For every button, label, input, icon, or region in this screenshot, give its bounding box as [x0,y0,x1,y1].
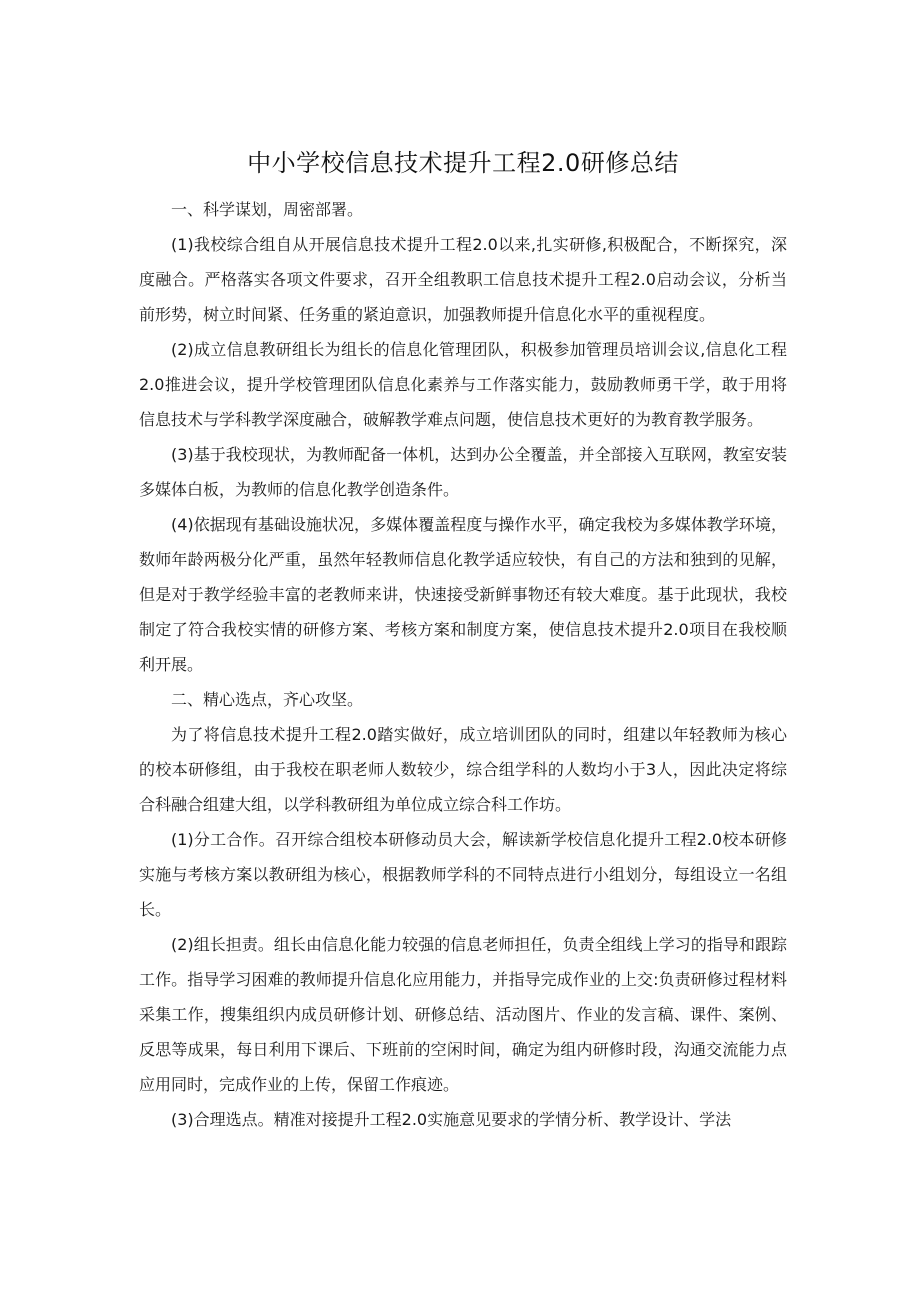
section-heading-1: 一、科学谋划，周密部署。 [171,200,364,219]
paragraph: (3)合理选点。精准对接提升工程2.0实施意见要求的学情分析、教学设计、学法 [171,1110,732,1129]
paragraph: (3)基于我校现状，为教师配备一体机，达到办公全覆盖，并全部接入互联网，教室安装多媒体白板，为教师的信息化教学创造条件。 [139,445,787,499]
paragraph: (2)组长担责。组长由信息化能力较强的信息老师担任，负责全组线上学习的指导和跟踪工作。指导学习困难的教师提升信息化应用能力，并指导完成作业的上交:负责研修过程材料采集工作，搜集组织内成员研修计划、研修总结、活动图片、作业的发言稿、课件、案例、反思等成果，每日利用下课后、下班前的空闲时间，确定为组内研修时段，沟通交流能力点应用同时，完成作业的上传，保留工作痕迹。 [139,935,787,1094]
paragraph: (4)依据现有基础设施状况，多媒体覆盖程度与操作水平，确定我校为多媒体教学环境，数师年龄两极分化严重，虽然年轻教师信息化教学适应较快，有自己的方法和独到的见解，但是对于教学经验丰富的老教师来讲，快速接受新鲜事物还有较大难度。基于此现状，我校制定了符合我校实情的研修方案、考核方案和制度方案，使信息技术提升2.0项目在我校顺利开展。 [139,515,787,674]
paragraph: 为了将信息技术提升工程2.0踏实做好，成立培训团队的同时，组建以年轻教师为核心的校本研修组，由于我校在职老师人数较少，综合组学科的人数均小于3人，因此决定将综合科融合组建大组，以学科教研组为单位成立综合科工作坊。 [139,725,787,814]
paragraph: (1)分工合作。召开综合组校本研修动员大会，解读新学校信息化提升工程2.0校本研修实施与考核方案以教研组为核心，根据教师学科的不同特点进行小组划分，每组设立一名组长。 [139,830,787,919]
document-body [139,146,787,1137]
paragraph: (2)成立信息教研组长为组长的信息化管理团队，积极参加管理员培训会议,信息化工程2.0推进会议，提升学校管理团队信息化素养与工作落实能力，鼓励教师勇干学，敢于用将信息技术与学科教学深度融合，破解教学难点问题，使信息技术更好的为教育教学服务。 [139,340,787,429]
section-heading-2: 二、精心选点，齐心攻坚。 [171,690,364,709]
document-title: 中小学校信息技术提升工程2.0研修总结 [247,149,679,177]
paragraph: (1)我校综合组自从开展信息技术提升工程2.0以来,扎实研修,积极配合，不断探究，深度融合。严格落实各项文件要求，召开全组教职工信息技术提升工程2.0启动会议，分析当前形势，树立时间紧、任务重的紧迫意识，加强教师提升信息化水平的重视程度。 [139,235,787,324]
